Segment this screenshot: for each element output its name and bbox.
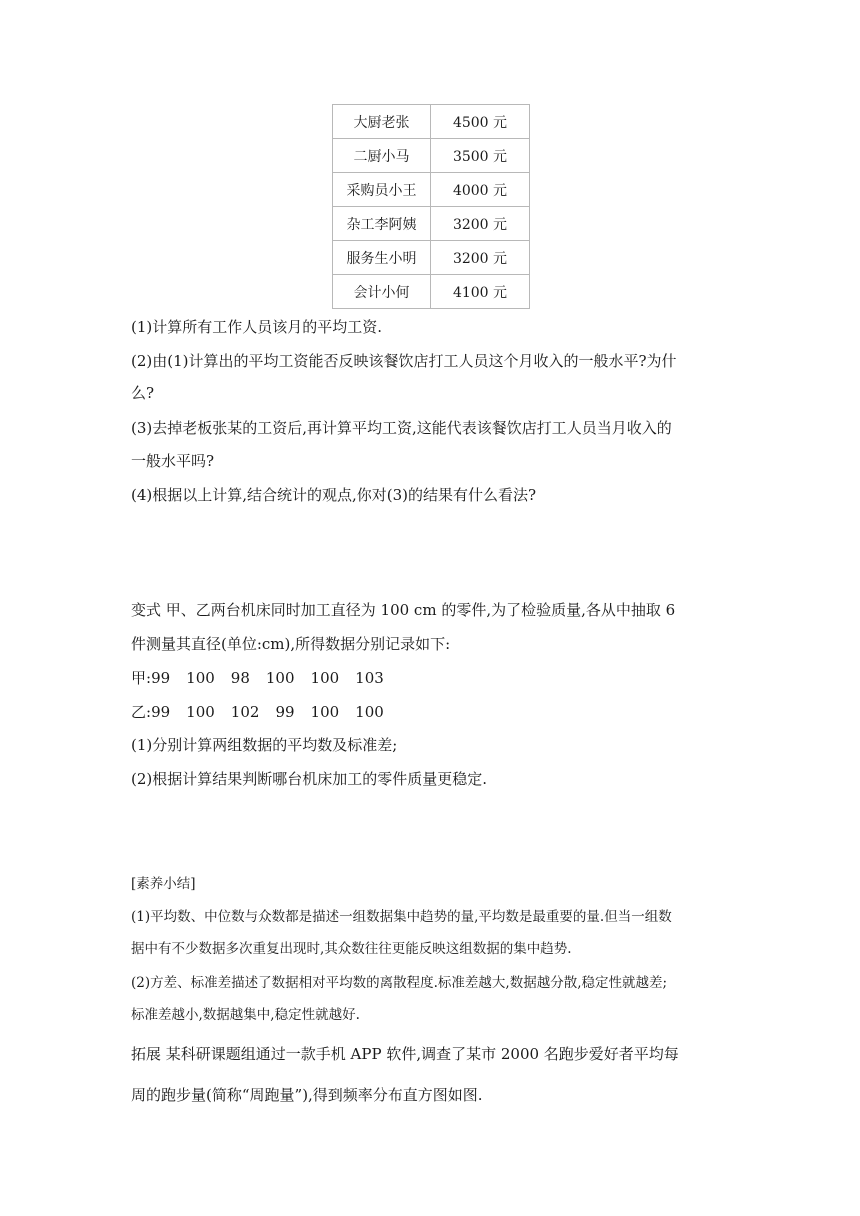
data-value: 100 — [186, 669, 215, 687]
data-value: 99 — [275, 703, 295, 721]
variant-question-2: (2)根据计算结果判断哪台机床加工的零件质量更稳定. — [131, 770, 488, 788]
table-cell-name: 采购员小王 — [333, 173, 431, 207]
variant-question-1: (1)分别计算两组数据的平均数及标准差; — [131, 736, 398, 754]
data-value: 103 — [355, 669, 384, 687]
summary-line: 标准差越小,数据越集中,稳定性就越好. — [131, 1007, 360, 1023]
yi-label: 乙: — [131, 703, 152, 721]
jia-label: 甲: — [131, 669, 152, 687]
table-cell-amount: 4000 元 — [431, 173, 530, 207]
table-row — [333, 173, 530, 207]
table-cell-amount: 3200 元 — [431, 207, 530, 241]
jia-data-row — [131, 667, 384, 688]
table-row — [333, 139, 530, 173]
data-value: 100 — [265, 669, 295, 687]
data-value: 99 — [151, 703, 171, 721]
yi-data-row — [131, 701, 384, 722]
table-cell-name: 杂工李阿姨 — [333, 207, 431, 241]
data-value: 102 — [230, 703, 260, 721]
table-row — [333, 275, 530, 309]
table-row — [333, 105, 530, 139]
variant-intro-line-2: 件测量其直径(单位:cm),所得数据分别记录如下: — [131, 635, 451, 653]
question-2-continued: 么? — [131, 384, 155, 402]
table-cell-amount: 3500 元 — [431, 139, 530, 173]
summary-line: (2)方差、标准差描述了数据相对平均数的离散程度.标准差越大,数据越分散,稳定性就越差; — [131, 975, 668, 991]
table-cell-name: 大厨老张 — [333, 105, 431, 139]
table-cell-name: 会计小何 — [333, 275, 431, 309]
question-3: (3)去掉老板张某的工资后,再计算平均工资,这能代表该餐饮店打工人员当月收入的 — [131, 419, 672, 437]
data-value: 100 — [355, 703, 384, 721]
extension-line-1: 拓展 某科研课题组通过一款手机 APP 软件,调查了某市 2000 名跑步爱好者平均每 — [131, 1045, 679, 1063]
data-value: 100 — [310, 703, 340, 721]
data-value: 100 — [186, 703, 215, 721]
question-1: (1)计算所有工作人员该月的平均工资. — [131, 318, 383, 336]
question-2: (2)由(1)计算出的平均工资能否反映该餐饮店打工人员这个月收入的一般水平?为什 — [131, 352, 677, 370]
wage-table — [332, 104, 530, 309]
table-row — [333, 241, 530, 275]
table-cell-amount: 4500 元 — [431, 105, 530, 139]
data-value: 100 — [310, 669, 340, 687]
data-value: 99 — [151, 669, 171, 687]
summary-title: [素养小结] — [131, 876, 196, 892]
variant-intro-line-1: 变式 甲、乙两台机床同时加工直径为 100 cm 的零件,为了检验质量,各从中抽取 6 — [131, 601, 676, 619]
table-cell-name: 二厨小马 — [333, 139, 431, 173]
summary-line: (1)平均数、中位数与众数都是描述一组数据集中趋势的量,平均数是最重要的量.但当一组数 — [131, 909, 672, 925]
extension-line-2: 周的跑步量(简称“周跑量”),得到频率分布直方图如图. — [131, 1086, 483, 1104]
table-row — [333, 207, 530, 241]
table-cell-amount: 3200 元 — [431, 241, 530, 275]
data-value: 98 — [230, 669, 250, 687]
question-4: (4)根据以上计算,结合统计的观点,你对(3)的结果有什么看法? — [131, 486, 537, 504]
table-cell-name: 服务生小明 — [333, 241, 431, 275]
table-cell-amount: 4100 元 — [431, 275, 530, 309]
summary-line: 据中有不少数据多次重复出现时,其众数往往更能反映这组数据的集中趋势. — [131, 941, 572, 957]
question-3-continued: 一般水平吗? — [131, 452, 215, 470]
